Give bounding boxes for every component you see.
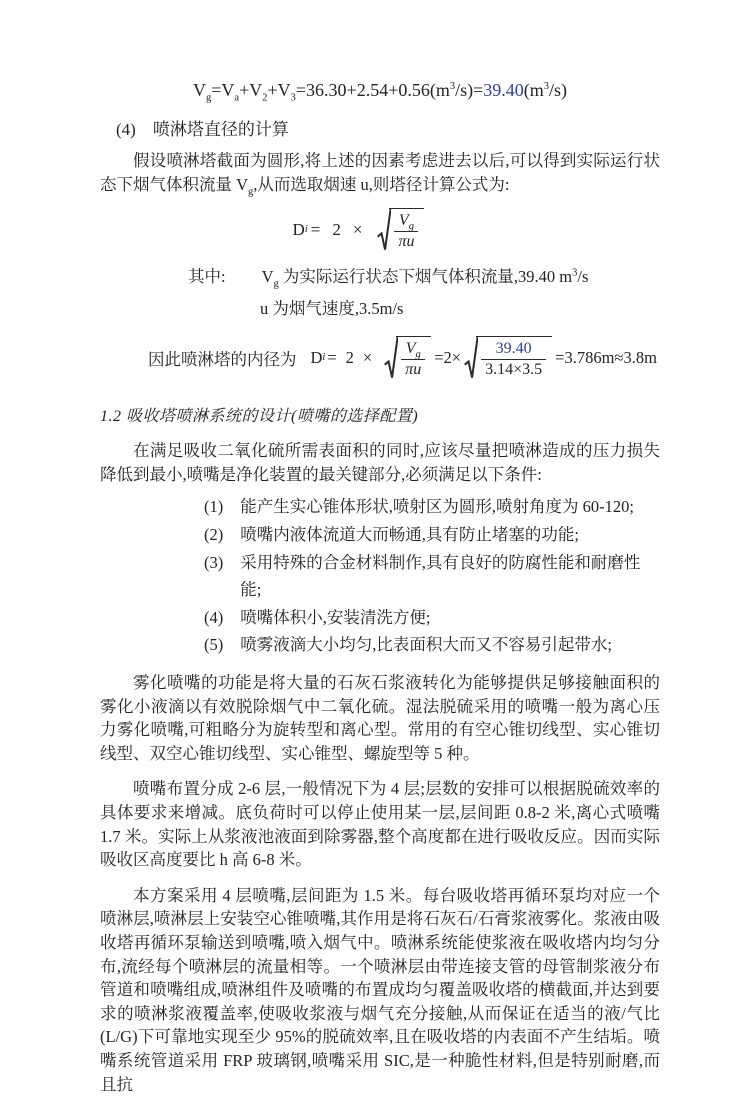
- list-item: [100, 493, 660, 521]
- where-label: 其中:: [188, 267, 226, 287]
- formula-d-base: D: [292, 219, 305, 239]
- coefficient: 2: [345, 347, 354, 367]
- mid-equals: =2×: [434, 347, 462, 367]
- heading-spray-tower-diameter: (4) 喷淋塔直径的计算: [116, 120, 289, 139]
- where-u-definition: u 为烟气速度,3.5m/s: [260, 299, 404, 319]
- square-root-numeric: [464, 336, 552, 379]
- list-item-number: (3): [204, 552, 224, 572]
- fraction-numerator: V: [405, 340, 416, 358]
- list-item-number: (4): [204, 607, 224, 627]
- formula-tower-diameter: D i = 2 × $\frac{V_g}{\pi u}$: [100, 208, 620, 251]
- heading-spray-system-design: 1.2 吸收塔喷淋系统的设计(喷嘴的选择配置): [100, 408, 419, 426]
- paragraph-nozzle-layers: 喷嘴布置分成 2-6 层,一般情况下为 4 层;层数的安排可以根据脱硫效率的具体要求来增减。底负荷时可以停止使用某一层,层间距 0.8-2 米,离心式喷嘴 1.7 米。实际上从浆液池液面到除雾器,整个高度都在进行吸收反应。因而实际吸收区高度要比 h 高 6-8 米。: [100, 779, 660, 870]
- paragraph-assumption: 假设喷淋塔截面为圆形,将上述的因素考虑进去以后,可以得到实际运行状态下烟气体积流量 $V_g$,从而选取烟速 u,则塔径计算公式为:: [100, 151, 660, 197]
- fraction-numerator-sub: g: [408, 221, 414, 233]
- fraction-denominator: πu: [401, 359, 425, 380]
- paragraph-atomizing-nozzle: 雾化喷嘴的功能是将大量的石灰石浆液转化为能够提供足够接触面积的雾化小液滴以有效脱除烟气中二氧化硫。湿法脱硫采用的喷嘴一般为离心压力雾化喷嘴,可粗略分为旋转型和离心型。常用的有空心锥切线型、实心锥切线型、双空心锥切线型、实心锥型、螺旋型等 5 种。: [100, 673, 660, 763]
- times-sign: ×: [362, 347, 373, 367]
- result-prefix: 因此喷淋塔的内径为: [148, 349, 297, 369]
- square-root: [377, 208, 424, 251]
- fraction-denominator: πu: [394, 231, 418, 252]
- result-d-base: D: [310, 347, 323, 367]
- list-item: [100, 604, 660, 632]
- list-item-number: (2): [204, 525, 224, 545]
- list-item: [100, 549, 660, 604]
- formula-flue-gas-total-volume: $V_g=V_a+V_2+V_3=36.30+2.54+0.56(m^3/s)=39.40(m^3/s)$: [193, 80, 567, 104]
- square-root-symbolic: [384, 336, 431, 379]
- equals-sign: =: [327, 347, 337, 367]
- formula-result-line: 因此喷淋塔的内径为 D i = 2 × $\frac{V_g}{\pi u}$ =2× $\frac{39.40}{3.14\times 3.5}$ =3.786m≈3.8m: [100, 336, 660, 379]
- fraction: [394, 211, 418, 251]
- paragraph-scheme-description: 本方案采用 4 层喷嘴,层间距为 1.5 米。每台吸收塔再循环泵均对应一个喷淋层,喷淋层上安装空心锥喷嘴,其作用是将石灰石/石膏浆液雾化。浆液由吸收塔再循环泵输送到喷嘴,喷入烟气中。喷淋系统能使浆液在吸收塔内均匀分布,流经每个喷淋层的流量相等。一个喷淋层由带连接支管的母管制浆液分布管道和喷嘴组成,喷淋组件及喷嘴的布置成均匀覆盖吸收塔的横截面,并达到要求的喷淋浆液覆盖率,使吸收浆液与烟气充分接触,从而保证在适当的液/气比(L/G)下可靠地实现至少 95%的脱硫效率,且在吸收塔的内表面不产生结垢。喷嘴系统管道采用 FRP 玻璃钢,喷嘴采用 SIC,是一种脆性材料,但是特别耐磨,而且抗: [100, 885, 660, 1094]
- fraction-denominator: 3.14×3.5: [481, 359, 546, 380]
- list-item-number: (5): [204, 635, 224, 655]
- where-vg-definition: $V_g$ 为实际运行状态下烟气体积流量,39.40 $m^3/s$: [261, 267, 589, 290]
- paragraph-requirements-intro: 在满足吸收二氧化硫所需表面积的同时,应该尽量把喷淋造成的压力损失降低到最小,喷嘴是净化装置的最关键部分,必须满足以下条件:: [100, 441, 660, 484]
- fraction-numerator: 39.40: [495, 340, 532, 358]
- fraction: [401, 339, 425, 379]
- list-item-text: 喷雾液滴大小均匀,比表面积大而又不容易引起带水;: [240, 635, 612, 655]
- list-item-text: 喷嘴体积小,安装清洗方便;: [240, 607, 431, 627]
- list-item-text: 喷嘴内液体流道大而畅通,具有防止堵塞的功能;: [240, 525, 579, 545]
- result-value: =3.786m≈3.8m: [555, 347, 657, 367]
- list-item-number: (1): [204, 497, 224, 517]
- where-clause: [100, 263, 660, 319]
- coefficient: 2: [332, 219, 341, 239]
- equals-sign: =: [310, 219, 321, 239]
- list-item-text: 采用特殊的合金材料制作,具有良好的防腐性能和耐磨性能;: [240, 552, 641, 600]
- fraction-numerator: V: [398, 212, 409, 230]
- fraction-numerator-sub: g: [415, 349, 421, 361]
- conditions-list: [100, 493, 660, 659]
- list-item: [100, 631, 660, 659]
- fraction: [481, 339, 546, 379]
- times-sign: ×: [352, 219, 363, 239]
- list-item-text: 能产生实心锥体形状,喷射区为圆形,喷射角度为 60-120;: [240, 497, 634, 517]
- list-item: [100, 521, 660, 549]
